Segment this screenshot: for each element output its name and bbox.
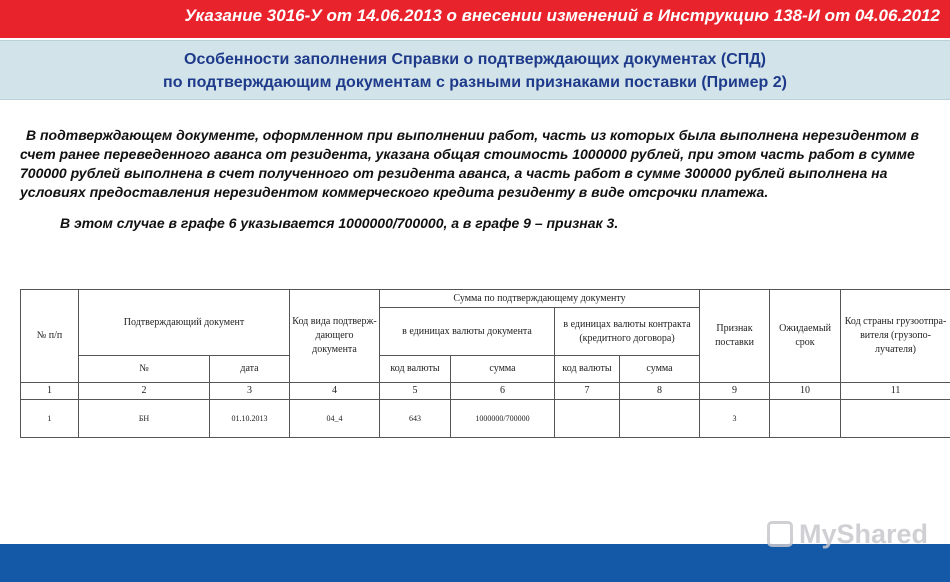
header-currency-code-2: код валюты — [555, 356, 620, 383]
header-delivery-sign: Признак поставки — [700, 290, 770, 383]
column-number: 5 — [380, 383, 451, 400]
header-currency-code: код валюты — [380, 356, 451, 383]
subtitle-line-1: Особенности заполнения Справки о подтверждающих документах (СПД) — [184, 51, 766, 68]
column-number: 3 — [210, 383, 290, 400]
header-country-code: Код страны грузоотпра-вителя (грузопо-лучателя) — [841, 290, 950, 383]
cell-num: 1 — [21, 400, 79, 438]
column-number: 10 — [770, 383, 841, 400]
cell-amount-2 — [620, 400, 700, 438]
column-number: 6 — [451, 383, 555, 400]
cell-currency-code: 643 — [380, 400, 451, 438]
header-amount: сумма — [451, 356, 555, 383]
cell-country-code — [841, 400, 950, 438]
table-row — [21, 400, 950, 438]
column-number: 2 — [79, 383, 210, 400]
header-kind-code: Код вида подтверж-дающего документа — [290, 290, 380, 383]
watermark-text: MyShared — [798, 519, 928, 549]
column-number: 8 — [620, 383, 700, 400]
column-number: 4 — [290, 383, 380, 400]
presentation-icon — [767, 521, 793, 547]
header-in-contract-currency: в единицах валюты контракта (кредитного договора) — [555, 308, 700, 356]
subtitle-box — [0, 40, 950, 100]
header-doc-no: № — [79, 356, 210, 383]
cell-amount: 1000000/700000 — [451, 400, 555, 438]
column-number: 11 — [841, 383, 950, 400]
watermark — [767, 519, 928, 550]
header-bar — [0, 0, 950, 38]
cell-kind-code: 04_4 — [290, 400, 380, 438]
column-number: 7 — [555, 383, 620, 400]
header-num: № п/п — [21, 290, 79, 383]
header-sum: Сумма по подтверждающему документу — [380, 290, 700, 308]
cell-currency-code-2 — [555, 400, 620, 438]
spd-table — [20, 289, 950, 438]
body-text — [20, 126, 930, 233]
header-expected-term: Ожидаемый срок — [770, 290, 841, 383]
cell-delivery-sign: 3 — [700, 400, 770, 438]
header-amount-2: сумма — [620, 356, 700, 383]
header-title: Указание 3016-У от 14.06.2013 о внесении изменений в Инструкцию 138-И от 04.06.2012 — [184, 6, 940, 25]
cell-doc-no: БН — [79, 400, 210, 438]
column-number-row — [21, 383, 950, 400]
header-doc-date: дата — [210, 356, 290, 383]
body-paragraph-1: В подтверждающем документе, оформленном при выполнении работ, часть из которых была выполнена нерезидентом в счет ранее переведенного аванса от резидента, указана общая стоимость 1000000 рублей, при этом часть работ в сумме 700000 рублей выполнена в счет полученного от резидента аванса, а часть работ в сумме 300000 рублей выполнена на условиях предоставления нерезидентом коммерческого кредита резиденту в виде отсрочки платежа. — [20, 127, 919, 200]
column-number: 1 — [21, 383, 79, 400]
subtitle-line-2: по подтверждающим документам с разными признаками поставки (Пример 2) — [163, 74, 787, 91]
header-in-doc-currency: в единицах валюты документа — [380, 308, 555, 356]
cell-expected-term — [770, 400, 841, 438]
column-number: 9 — [700, 383, 770, 400]
cell-doc-date: 01.10.2013 — [210, 400, 290, 438]
header-doc: Подтверждающий документ — [79, 290, 290, 356]
body-paragraph-2: В этом случае в графе 6 указывается 1000000/700000, а в графе 9 – признак 3. — [60, 215, 619, 231]
